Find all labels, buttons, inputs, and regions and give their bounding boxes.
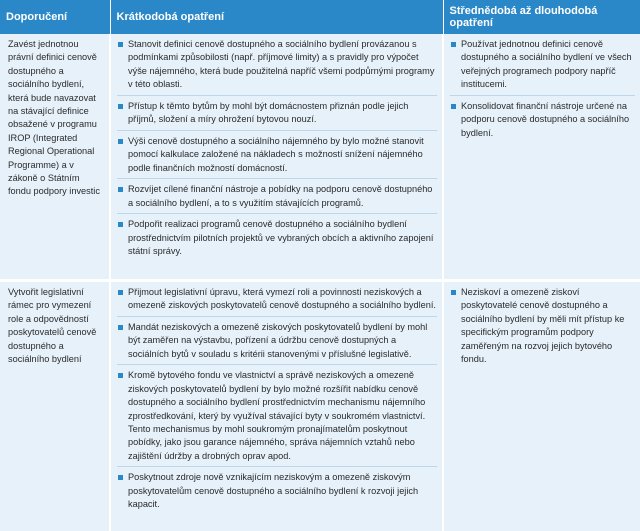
short-term-list (117, 286, 437, 512)
long-term-cell (443, 281, 640, 531)
header-recommendation: Doporučení (0, 0, 110, 34)
long-term-list (450, 286, 635, 366)
long-term-cell (443, 34, 640, 281)
header-short-term: Krátkodobá opatření (110, 0, 443, 34)
list-item: Přístup k těmto bytům by mohl být domácnostem přiznán podle jejich příjmů, složení a míry ohrožení bytovou nouzí. (117, 100, 437, 127)
list-item: Stanovit definici cenově dostupného a sociálního bydlení provázanou s podmínkami způsobilosti (např. příjmové limity) a s pravidly pro výpočet výše nájemného, která bude použitelná napříč všemi podpůrnými programy v této oblasti. (117, 38, 437, 92)
recommendation-cell: Zavést jednotnou právní definici cenově dostupného a sociálního bydlení, která bude navazovat na stávající definice obsažené v programu IROP (Integrated Regional Operational Programme) a v zákoně o Státním fondu podpory investic (0, 34, 110, 281)
list-item: Přijmout legislativní úpravu, která vymezí roli a povinnosti neziskových a omezeně ziskových poskytovatelů cenově dostupného a sociálního bydlení. (117, 286, 437, 313)
list-item: Kromě bytového fondu ve vlastnictví a správě neziskových a omezeně ziskových poskytovatelů bydlení by bylo možné rozšířit nabídku cenově dostupného a sociálního bydlení prostřednictvím mechanismu nájemního zprostředkování, který by využíval stávající byty v soukromém vlastnictví. Tento mechanismus by mohl soukromým pronajímatelům poskytnout pobídky, jako jsou garance nájemného, správa nájemních vztahů nebo zajištění údržby a drobných oprav apod. (117, 369, 437, 463)
list-item: Poskytnout zdroje nově vznikajícím neziskovým a omezeně ziskovým poskytovatelům cenově dostupného a sociálního bydlení k rozvoji jejich kapacit. (117, 471, 437, 511)
table-row (0, 281, 640, 531)
short-term-cell (110, 34, 443, 281)
short-term-list (117, 38, 437, 258)
short-term-cell (110, 281, 443, 531)
list-item: Používat jednotnou definici cenově dostupného a sociálního bydlení ve všech veřejných programech podpory napříč institucemi. (450, 38, 635, 92)
list-item: Neziskoví a omezeně ziskoví poskytovatelé cenově dostupného a sociálního bydlení by měli mít přístup ke specifickým programům podpory zaměřeným na rozvoj jejich bytového fondu. (450, 286, 635, 366)
recommendation-cell: Vytvořit legislativní rámec pro vymezení role a odpovědností poskytovatelů cenově dostupného a sociálního bydlení (0, 281, 110, 531)
table-row (0, 34, 640, 281)
header-row (0, 0, 640, 34)
list-item: Mandát neziskových a omezeně ziskových poskytovatelů bydlení by mohl být zaměřen na výstavbu, pořízení a údržbu cenově dostupných a sociálních bytů v souladu s kritérii stanovenými v příslušné legislativě. (117, 321, 437, 361)
list-item: Rozvíjet cílené finanční nástroje a pobídky na podporu cenově dostupného a sociálního bydlení, a to s využitím stávajících programů. (117, 183, 437, 210)
header-long-term: Střednědobá až dlouhodobá opatření (443, 0, 640, 34)
list-item: Konsolidovat finanční nástroje určené na podporu cenově dostupného a sociálního bydlení. (450, 100, 635, 140)
list-item: Podpořit realizaci programů cenově dostupného a sociálního bydlení prostřednictvím pilotních projektů ve vybraných obcích a aktivního zapojení státní správy. (117, 218, 437, 258)
long-term-list (450, 38, 635, 140)
list-item: Výši cenově dostupného a sociálního nájemného by bylo možné stanovit pomocí kalkulace založené na nákladech s možností snížení nájemného podle finančních možností domácností. (117, 135, 437, 175)
